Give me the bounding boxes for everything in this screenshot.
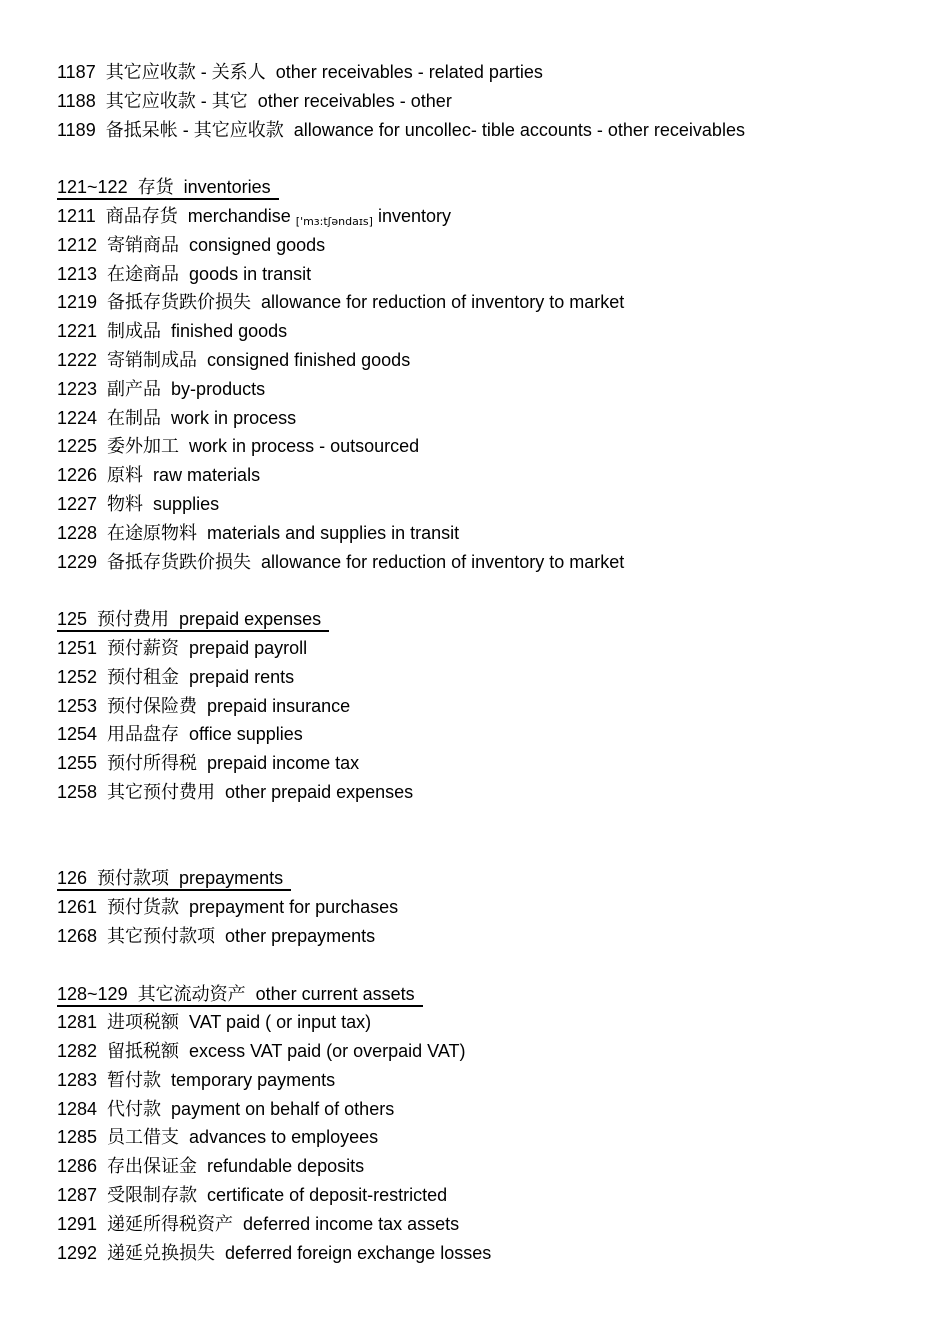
account-line (57, 346, 937, 375)
account-english-name: work in process (171, 407, 297, 428)
account-code: 1291 (57, 1213, 98, 1234)
section-heading-row (57, 605, 937, 634)
account-english-name: other prepaid expenses (225, 781, 414, 802)
account-line (57, 778, 937, 807)
account-line (57, 432, 937, 461)
account-code: 1261 (57, 897, 98, 918)
account-chinese-name: 受限制存款 (107, 1185, 198, 1206)
account-chinese-name: 其它预付费用 (107, 781, 216, 802)
account-code: 1252 (57, 666, 98, 687)
account-english-name: office supplies (189, 724, 303, 745)
account-chinese-name: 在途原物料 (107, 522, 198, 543)
account-code: 1268 (57, 925, 98, 946)
account-line (57, 87, 937, 116)
account-chinese-name: 暂付款 (107, 1069, 162, 1090)
account-english-name: finished goods (171, 321, 288, 342)
account-chinese-name: 预付租金 (107, 666, 180, 687)
account-line (57, 1123, 937, 1152)
account-code: 1282 (57, 1041, 98, 1062)
account-chinese-name: 预付保险费 (107, 695, 198, 716)
account-english-name: goods in transit (189, 263, 312, 284)
account-line (57, 1239, 937, 1268)
account-line (57, 548, 937, 577)
account-code: 1287 (57, 1185, 98, 1206)
account-code: 1251 (57, 637, 98, 658)
account-chinese-name: 存出保证金 (107, 1156, 198, 1177)
section-heading (57, 983, 423, 1007)
account-line (57, 1095, 937, 1124)
account-english-name: allowance for uncollec- tible accounts - other receivables (293, 119, 745, 140)
account-english-name: prepaid rents (189, 666, 295, 687)
account-english-name: payment on behalf of others (171, 1098, 395, 1119)
account-chinese-name: 预付货款 (107, 897, 180, 918)
account-code: 1187 (57, 62, 96, 82)
account-english-name: work in process - outsourced (189, 436, 420, 457)
account-english-name: other prepayments (225, 925, 376, 946)
account-line (57, 317, 937, 346)
account-english-name: deferred income tax assets (243, 1213, 460, 1234)
account-code: 1213 (57, 263, 98, 284)
account-code: 1281 (57, 1012, 98, 1033)
account-chinese-name: 寄销商品 (107, 234, 180, 255)
account-line (57, 893, 937, 922)
account-chinese-name: 物料 (107, 493, 144, 514)
blank-line (57, 951, 937, 980)
account-chinese-name: 留抵税额 (107, 1041, 180, 1062)
account-english-name: prepaid payroll (189, 637, 308, 658)
account-code: 1286 (57, 1156, 98, 1177)
account-chinese-name: 在途商品 (107, 263, 180, 284)
account-code: 1219 (57, 292, 98, 313)
account-english-name: excess VAT paid (or overpaid VAT) (189, 1041, 466, 1062)
account-english-name: certificate of deposit-restricted (207, 1185, 448, 1206)
account-english-name: refundable deposits (207, 1156, 365, 1177)
account-chinese-name: 递延所得税资产 (107, 1213, 234, 1234)
account-code: 1212 (57, 234, 98, 255)
account-chinese-name: 寄销制成品 (107, 349, 198, 370)
account-chinese-name: 其它预付款项 (107, 925, 216, 946)
section-heading (57, 608, 329, 632)
account-line (57, 1181, 937, 1210)
account-chinese-name: 进项税额 (107, 1012, 180, 1033)
section-english-title: prepayments (179, 868, 284, 889)
blank-line (57, 576, 937, 605)
account-line (57, 375, 937, 404)
account-chinese-name: 在制品 (107, 407, 162, 428)
account-line (57, 1210, 937, 1239)
account-chinese-name: 商品存货 (105, 205, 178, 226)
account-chinese-name: 代付款 (107, 1098, 162, 1119)
account-code: 1188 (57, 90, 96, 111)
account-english-name: prepayment for purchases (189, 897, 399, 918)
account-english-name: materials and supplies in transit (207, 522, 460, 543)
account-english-name: advances to employees (189, 1127, 379, 1148)
section-english-title: other current assets (255, 983, 415, 1004)
account-chinese-name: 用品盘存 (107, 724, 180, 745)
section-heading (57, 867, 291, 891)
phonetic-transcription: ['mɜ:tʃəndaɪs] (295, 214, 373, 228)
section-code: 126 (57, 868, 88, 889)
account-line (57, 1066, 937, 1095)
account-chinese-name: 制成品 (107, 321, 162, 342)
account-code: 1258 (57, 781, 98, 802)
section-chinese-title: 预付费用 (97, 609, 170, 630)
section-heading-row (57, 864, 937, 893)
account-line (57, 1152, 937, 1181)
account-code: 1255 (57, 753, 98, 774)
account-english-name: allowance for reduction of inventory to market (261, 551, 625, 572)
account-code: 1253 (57, 695, 98, 716)
account-line (57, 1008, 937, 1037)
account-line (57, 720, 937, 749)
account-chinese-name: 委外加工 (107, 436, 180, 457)
account-code: 1226 (57, 465, 98, 486)
account-code: 1221 (57, 321, 98, 342)
account-code: 1227 (57, 493, 98, 514)
blank-line (57, 144, 937, 173)
account-code: 1254 (57, 724, 98, 745)
account-english-name: merchandise (187, 205, 291, 226)
account-line (57, 922, 937, 951)
account-code: 1223 (57, 378, 98, 399)
section-english-title: inventories (183, 177, 271, 198)
section-code: 121~122 (57, 177, 128, 198)
account-code: 1229 (57, 551, 98, 572)
account-chinese-name: 副产品 (107, 378, 162, 399)
account-code: 1285 (57, 1127, 98, 1148)
account-chinese-name: 备抵存货跌价损失 (107, 551, 252, 572)
account-english-name: prepaid insurance (207, 695, 351, 716)
account-line (57, 663, 937, 692)
account-code: 1228 (57, 522, 98, 543)
account-line (57, 116, 937, 145)
account-code: 1189 (57, 119, 96, 140)
account-chinese-name: 原料 (107, 465, 144, 486)
section-code: 128~129 (57, 983, 128, 1004)
account-line (57, 461, 937, 490)
account-english-name: deferred foreign exchange losses (225, 1242, 492, 1263)
account-chinese-name: 其它应收款 - 关系人 (105, 62, 266, 82)
account-chinese-name: 预付所得税 (107, 753, 198, 774)
account-chinese-name: 备抵呆帐 - 其它应收款 (105, 119, 284, 140)
account-line (57, 404, 937, 433)
account-code: 1283 (57, 1069, 98, 1090)
account-english-name: VAT paid ( or input tax) (189, 1012, 372, 1033)
account-code: 1292 (57, 1242, 98, 1263)
account-line (57, 749, 937, 778)
blank-line (57, 836, 937, 865)
section-heading (57, 176, 279, 200)
section-code: 125 (57, 609, 88, 630)
section-chinese-title: 存货 (137, 177, 174, 198)
account-chinese-name: 预付薪资 (107, 637, 180, 658)
account-line (57, 288, 937, 317)
account-english-name: raw materials (153, 465, 261, 486)
account-english-name: other receivables - other (257, 90, 452, 111)
account-chinese-name: 员工借支 (107, 1127, 180, 1148)
account-line (57, 634, 937, 663)
account-english-name: consigned finished goods (207, 349, 411, 370)
blank-line (57, 807, 937, 836)
account-line (57, 490, 937, 519)
account-english-name: consigned goods (189, 234, 326, 255)
account-english-name: by-products (171, 378, 266, 399)
account-line (57, 519, 937, 548)
document-page (57, 58, 937, 1267)
account-code: 1211 (57, 205, 96, 226)
section-heading-row (57, 980, 937, 1009)
account-chinese-name: 递延兑换损失 (107, 1242, 216, 1263)
account-line (57, 58, 937, 87)
account-english-name-cont: inventory (377, 205, 451, 226)
account-english-name: temporary payments (171, 1069, 336, 1090)
account-code: 1222 (57, 349, 98, 370)
account-code: 1225 (57, 436, 98, 457)
account-line (57, 260, 937, 289)
account-english-name: allowance for reduction of inventory to market (261, 292, 625, 313)
account-line (57, 1037, 937, 1066)
section-chinese-title: 其它流动资产 (137, 983, 246, 1004)
account-chinese-name: 其它应收款 - 其它 (105, 90, 248, 111)
account-line (57, 231, 937, 260)
account-line (57, 202, 937, 231)
account-chinese-name: 备抵存货跌价损失 (107, 292, 252, 313)
section-english-title: prepaid expenses (179, 609, 322, 630)
section-chinese-title: 预付款项 (97, 868, 170, 889)
account-english-name: supplies (153, 493, 220, 514)
account-code: 1284 (57, 1098, 98, 1119)
account-english-name: other receivables - related parties (275, 62, 543, 82)
account-english-name: prepaid income tax (207, 753, 360, 774)
section-heading-row (57, 173, 937, 202)
account-line (57, 692, 937, 721)
account-code: 1224 (57, 407, 98, 428)
